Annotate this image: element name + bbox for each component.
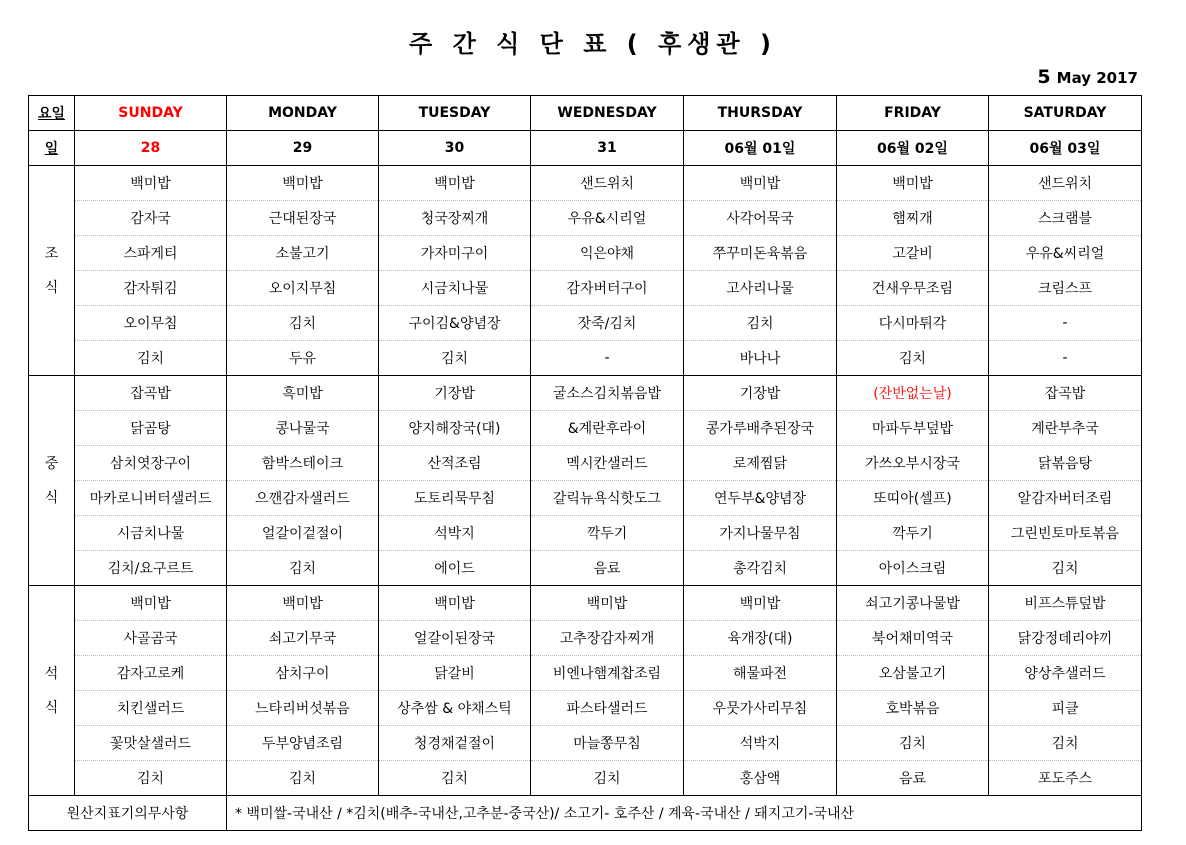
menu-item: 닭갈비 <box>379 656 531 691</box>
weekday-sunday: SUNDAY <box>75 96 227 131</box>
meal-label-char: 식 <box>44 699 59 716</box>
menu-item: 백미밥 <box>75 166 227 201</box>
menu-item: 콩가루배추된장국 <box>684 411 837 446</box>
menu-row <box>29 411 1142 446</box>
menu-item: 소불고기 <box>227 236 379 271</box>
menu-item: 샌드위치 <box>531 166 684 201</box>
menu-item: 김치 <box>531 761 684 796</box>
menu-item: 아이스크림 <box>837 551 989 586</box>
menu-item: 콩나물국 <box>227 411 379 446</box>
date-wednesday: 31 <box>531 131 684 166</box>
menu-item: 근대된장국 <box>227 201 379 236</box>
menu-item: 김치 <box>75 761 227 796</box>
menu-item: 삼치구이 <box>227 656 379 691</box>
menu-item: 마늘쫑무침 <box>531 726 684 761</box>
menu-item: 백미밥 <box>684 586 837 621</box>
menu-item: 백미밥 <box>837 166 989 201</box>
menu-item: 기장밥 <box>684 376 837 411</box>
menu-item: 닭강정데리야끼 <box>989 621 1142 656</box>
menu-item: 우유&씨리얼 <box>989 236 1142 271</box>
menu-item: 함박스테이크 <box>227 446 379 481</box>
menu-item: 다시마튀각 <box>837 306 989 341</box>
date-saturday: 06월 03일 <box>989 131 1142 166</box>
menu-item: 잣죽/김치 <box>531 306 684 341</box>
menu-item: 쭈꾸미돈육볶음 <box>684 236 837 271</box>
menu-row <box>29 201 1142 236</box>
date-sunday: 28 <box>75 131 227 166</box>
menu-row <box>29 376 1142 411</box>
menu-item: 연두부&양념장 <box>684 481 837 516</box>
menu-item: 고추장감자찌개 <box>531 621 684 656</box>
menu-row <box>29 761 1142 796</box>
menu-item: 사각어묵국 <box>684 201 837 236</box>
menu-item: 고갈비 <box>837 236 989 271</box>
menu-item: (잔반없는날) <box>837 376 989 411</box>
menu-item: 백미밥 <box>75 586 227 621</box>
menu-item: 김치 <box>989 551 1142 586</box>
menu-item: 파스타샐러드 <box>531 691 684 726</box>
menu-item: 비프스튜덮밥 <box>989 586 1142 621</box>
menu-item: 총각김치 <box>684 551 837 586</box>
menu-item: 김치 <box>379 761 531 796</box>
menu-row <box>29 516 1142 551</box>
menu-row <box>29 341 1142 376</box>
menu-item: 잡곡밥 <box>75 376 227 411</box>
menu-item: 감자튀김 <box>75 271 227 306</box>
date-friday: 06월 02일 <box>837 131 989 166</box>
menu-item: 익은야채 <box>531 236 684 271</box>
menu-item: 두유 <box>227 341 379 376</box>
menu-item: 홍삼액 <box>684 761 837 796</box>
menu-item: 백미밥 <box>227 586 379 621</box>
menu-item: 에이드 <box>379 551 531 586</box>
menu-row <box>29 236 1142 271</box>
menu-item: - <box>531 341 684 376</box>
date-label: 일 <box>29 131 75 166</box>
menu-item: 시금치나물 <box>379 271 531 306</box>
menu-item: 계란부추국 <box>989 411 1142 446</box>
menu-item: 우뭇가사리무침 <box>684 691 837 726</box>
menu-item: 오이지무침 <box>227 271 379 306</box>
menu-date <box>1037 66 1138 88</box>
menu-item: 포도주스 <box>989 761 1142 796</box>
menu-item: 구이김&양념장 <box>379 306 531 341</box>
menu-item: 김치 <box>837 726 989 761</box>
menu-item: 그린빈토마토볶음 <box>989 516 1142 551</box>
menu-item: 멕시칸샐러드 <box>531 446 684 481</box>
menu-row <box>29 691 1142 726</box>
menu-row <box>29 306 1142 341</box>
menu-item: 흑미밥 <box>227 376 379 411</box>
menu-item: 김치 <box>75 341 227 376</box>
menu-item: 양지해장국(대) <box>379 411 531 446</box>
menu-item: 김치 <box>837 341 989 376</box>
menu-item: 으깬감자샐러드 <box>227 481 379 516</box>
date-day: 5 <box>1037 66 1051 88</box>
page-title: 주 간 식 단 표 ( 후생관 ) <box>409 30 777 58</box>
menu-item: 백미밥 <box>227 166 379 201</box>
menu-item: 우유&시리얼 <box>531 201 684 236</box>
origin-text: * 백미쌀-국내산 / *김치(배추-국내산,고추분-중국산)/ 소고기- 호주산 / 계육-국내산 / 돼지고기-국내산 <box>227 796 1142 831</box>
menu-item: 오이무침 <box>75 306 227 341</box>
menu-item: - <box>989 306 1142 341</box>
menu-item: &계란후라이 <box>531 411 684 446</box>
weekday-saturday: SATURDAY <box>989 96 1142 131</box>
menu-item: 스파게티 <box>75 236 227 271</box>
menu-item: 샌드위치 <box>989 166 1142 201</box>
menu-item: 김치 <box>227 551 379 586</box>
meal-label-char: 식 <box>44 489 59 506</box>
menu-item: 알감자버터조림 <box>989 481 1142 516</box>
menu-item: 닭볶음탕 <box>989 446 1142 481</box>
meal-label-char: 석 <box>44 665 59 682</box>
weekday-tuesday: TUESDAY <box>379 96 531 131</box>
menu-item: 깍두기 <box>837 516 989 551</box>
weekday-wednesday: WEDNESDAY <box>531 96 684 131</box>
menu-item: 감자국 <box>75 201 227 236</box>
date-row <box>29 131 1142 166</box>
menu-item: 백미밥 <box>531 586 684 621</box>
menu-item: 얼갈이겉절이 <box>227 516 379 551</box>
menu-item: 삼치엿장구이 <box>75 446 227 481</box>
menu-item: 마파두부덮밥 <box>837 411 989 446</box>
origin-label: 원산지표기의무사항 <box>29 796 227 831</box>
menu-item: 마카로니버터샐러드 <box>75 481 227 516</box>
date-month-year: May 2017 <box>1056 69 1138 87</box>
menu-item: 잡곡밥 <box>989 376 1142 411</box>
meal-label-char: 조 <box>44 245 59 262</box>
menu-row <box>29 271 1142 306</box>
meal-section-breakfast <box>29 166 1142 376</box>
menu-item: 시금치나물 <box>75 516 227 551</box>
meal-section-dinner <box>29 586 1142 796</box>
date-thursday: 06월 01일 <box>684 131 837 166</box>
menu-row <box>29 481 1142 516</box>
origin-row <box>29 796 1142 831</box>
menu-row <box>29 656 1142 691</box>
menu-item: 김치 <box>684 306 837 341</box>
menu-item: 김치/요구르트 <box>75 551 227 586</box>
date-tuesday: 30 <box>379 131 531 166</box>
menu-item: 석박지 <box>379 516 531 551</box>
menu-item: 김치 <box>227 761 379 796</box>
meal-section-lunch <box>29 376 1142 586</box>
weekday-thursday: THURSDAY <box>684 96 837 131</box>
weekday-row <box>29 96 1142 131</box>
menu-item: 깍두기 <box>531 516 684 551</box>
menu-item: 음료 <box>531 551 684 586</box>
meal-label-breakfast <box>29 166 75 376</box>
menu-row <box>29 166 1142 201</box>
menu-item: 육개장(대) <box>684 621 837 656</box>
menu-item: 쇠고기무국 <box>227 621 379 656</box>
menu-item: 오삼불고기 <box>837 656 989 691</box>
menu-item: 백미밥 <box>379 586 531 621</box>
menu-item: 감자고로케 <box>75 656 227 691</box>
meal-label-lunch <box>29 376 75 586</box>
menu-item: 백미밥 <box>379 166 531 201</box>
menu-item: 로제찜닭 <box>684 446 837 481</box>
menu-item: 닭곰탕 <box>75 411 227 446</box>
meal-label-char: 식 <box>44 279 59 296</box>
menu-item: 김치 <box>227 306 379 341</box>
menu-item: 백미밥 <box>684 166 837 201</box>
weekday-label: 요일 <box>29 96 75 131</box>
weekday-friday: FRIDAY <box>837 96 989 131</box>
menu-item: 청경채겉절이 <box>379 726 531 761</box>
menu-item: 김치 <box>379 341 531 376</box>
menu-item: 꽃맛살샐러드 <box>75 726 227 761</box>
menu-item: 상추쌈 & 야채스틱 <box>379 691 531 726</box>
menu-item: 비엔나햄계찹조림 <box>531 656 684 691</box>
menu-item: 건새우무조림 <box>837 271 989 306</box>
menu-item: 얼갈이된장국 <box>379 621 531 656</box>
menu-item: 스크램블 <box>989 201 1142 236</box>
menu-item: 도토리묵무침 <box>379 481 531 516</box>
menu-item: 북어채미역국 <box>837 621 989 656</box>
menu-item: 고사리나물 <box>684 271 837 306</box>
date-monday: 29 <box>227 131 379 166</box>
menu-item: 갈릭뉴욕식핫도그 <box>531 481 684 516</box>
weekday-monday: MONDAY <box>227 96 379 131</box>
menu-item: 산적조림 <box>379 446 531 481</box>
menu-item: 해물파전 <box>684 656 837 691</box>
menu-item: 석박지 <box>684 726 837 761</box>
meal-label-char: 중 <box>44 455 59 472</box>
menu-item: 쇠고기콩나물밥 <box>837 586 989 621</box>
meal-label-dinner <box>29 586 75 796</box>
menu-item: 양상추샐러드 <box>989 656 1142 691</box>
menu-item: 햄찌개 <box>837 201 989 236</box>
weekly-menu-table <box>28 95 1142 831</box>
menu-item: 청국장찌개 <box>379 201 531 236</box>
menu-item: 감자버터구이 <box>531 271 684 306</box>
menu-item: 크림스프 <box>989 271 1142 306</box>
menu-item: 기장밥 <box>379 376 531 411</box>
menu-item: 치킨샐러드 <box>75 691 227 726</box>
menu-row <box>29 586 1142 621</box>
menu-item: 굴소스김치볶음밥 <box>531 376 684 411</box>
menu-item: - <box>989 341 1142 376</box>
menu-item: 호박볶음 <box>837 691 989 726</box>
menu-item: 또띠아(셀프) <box>837 481 989 516</box>
menu-item: 바나나 <box>684 341 837 376</box>
menu-item: 가쓰오부시장국 <box>837 446 989 481</box>
menu-item: 느타리버섯볶음 <box>227 691 379 726</box>
menu-item: 피클 <box>989 691 1142 726</box>
menu-item: 가자미구이 <box>379 236 531 271</box>
menu-row <box>29 726 1142 761</box>
menu-item: 가지나물무침 <box>684 516 837 551</box>
menu-item: 김치 <box>989 726 1142 761</box>
menu-row <box>29 621 1142 656</box>
menu-item: 음료 <box>837 761 989 796</box>
menu-row <box>29 551 1142 586</box>
menu-item: 사골곰국 <box>75 621 227 656</box>
menu-item: 두부양념조림 <box>227 726 379 761</box>
menu-row <box>29 446 1142 481</box>
